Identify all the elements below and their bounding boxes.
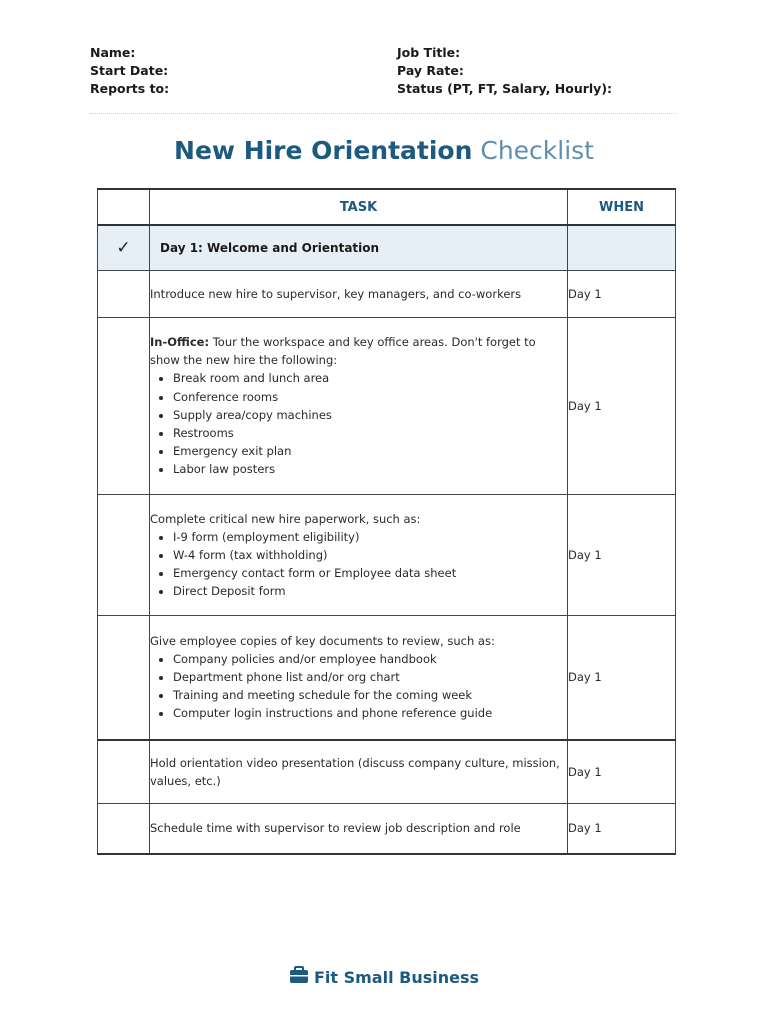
briefcase-icon: [289, 966, 309, 988]
table-row: [98, 804, 676, 854]
job-title-field-label: Job Title:: [397, 45, 461, 60]
list-item: • Labor law posters: [173, 460, 567, 478]
title-light: Checklist: [480, 136, 594, 165]
when-cell: Day 1: [568, 495, 676, 616]
checkbox-cell[interactable]: [98, 740, 150, 804]
pay-rate-field-label: Pay Rate:: [397, 63, 464, 78]
table-row: [98, 740, 676, 804]
task-text: Give employee copies of key documents to review, such as:: [150, 633, 495, 648]
brand-name: Fit Small Business: [313, 967, 480, 987]
list-item: • Emergency contact form or Employee data sheet: [173, 564, 567, 582]
employee-info-right: [397, 44, 612, 98]
employee-info-left: [90, 44, 169, 98]
reports-to-field-label: Reports to:: [90, 81, 170, 96]
start-date-field-label: Start Date:: [90, 63, 169, 78]
list-item: • Company policies and/or employee handbook: [173, 650, 567, 668]
page-title: [0, 134, 768, 168]
list-item: • Emergency exit plan: [173, 442, 567, 460]
status-field-label: Status (PT, FT, Salary, Hourly):: [397, 81, 613, 96]
table-row: [98, 616, 676, 740]
checkbox-cell[interactable]: [98, 318, 150, 495]
task-text: Tour the workspace and key office areas. Don't forget to show the new hire the following:: [150, 335, 536, 368]
table-row: [98, 318, 676, 495]
task-cell: [150, 318, 568, 495]
section-label: Day 1: Welcome and Orientation: [150, 225, 568, 271]
checkbox-cell[interactable]: [98, 616, 150, 740]
list-item: • Restrooms: [173, 424, 567, 442]
when-cell: Day 1: [568, 804, 676, 854]
checkbox-cell[interactable]: [98, 495, 150, 616]
when-cell: Day 1: [568, 616, 676, 740]
list-item: • Conference rooms: [173, 388, 567, 406]
task-cell: Introduce new hire to supervisor, key managers, and co-workers: [150, 271, 568, 318]
table-header-row: [98, 189, 676, 225]
when-cell: Day 1: [568, 271, 676, 318]
task-cell: Hold orientation video presentation (discuss company culture, mission, values, etc.): [150, 740, 568, 804]
task-cell: Schedule time with supervisor to review job description and role: [150, 804, 568, 854]
task-cell: [150, 616, 568, 740]
task-list: [150, 650, 567, 723]
list-item: • W-4 form (tax withholding): [173, 546, 567, 564]
footer: [0, 966, 768, 988]
when-column-header: WHEN: [568, 189, 676, 225]
checklist-table: [97, 188, 676, 855]
list-item: • I-9 form (employment eligibility): [173, 528, 567, 546]
name-field-label: Name:: [90, 45, 136, 60]
table-row: [98, 495, 676, 616]
task-cell: [150, 495, 568, 616]
checkbox-cell[interactable]: [98, 804, 150, 854]
brand-logo: [289, 966, 479, 988]
list-item: • Direct Deposit form: [173, 582, 567, 600]
check-column-header: [98, 189, 150, 225]
task-text: Complete critical new hire paperwork, such as:: [150, 511, 421, 526]
list-item: • Department phone list and/or org chart: [173, 668, 567, 686]
checkmark-icon[interactable]: ✓: [98, 225, 150, 271]
header-divider: [90, 113, 676, 114]
task-column-header: TASK: [150, 189, 568, 225]
list-item: • Computer login instructions and phone reference guide: [173, 704, 567, 722]
list-item: • Break room and lunch area: [173, 369, 567, 387]
when-cell: Day 1: [568, 318, 676, 495]
task-list: [150, 369, 567, 478]
table-row: [98, 271, 676, 318]
list-item: • Supply area/copy machines: [173, 406, 567, 424]
when-cell: Day 1: [568, 740, 676, 804]
title-bold: New Hire Orientation: [174, 136, 473, 165]
task-list: [150, 528, 567, 601]
section-when-cell: [568, 225, 676, 271]
section-row-day-1: [98, 225, 676, 271]
checkbox-cell[interactable]: [98, 271, 150, 318]
task-lead: In-Office:: [150, 335, 210, 350]
list-item: • Training and meeting schedule for the coming week: [173, 686, 567, 704]
